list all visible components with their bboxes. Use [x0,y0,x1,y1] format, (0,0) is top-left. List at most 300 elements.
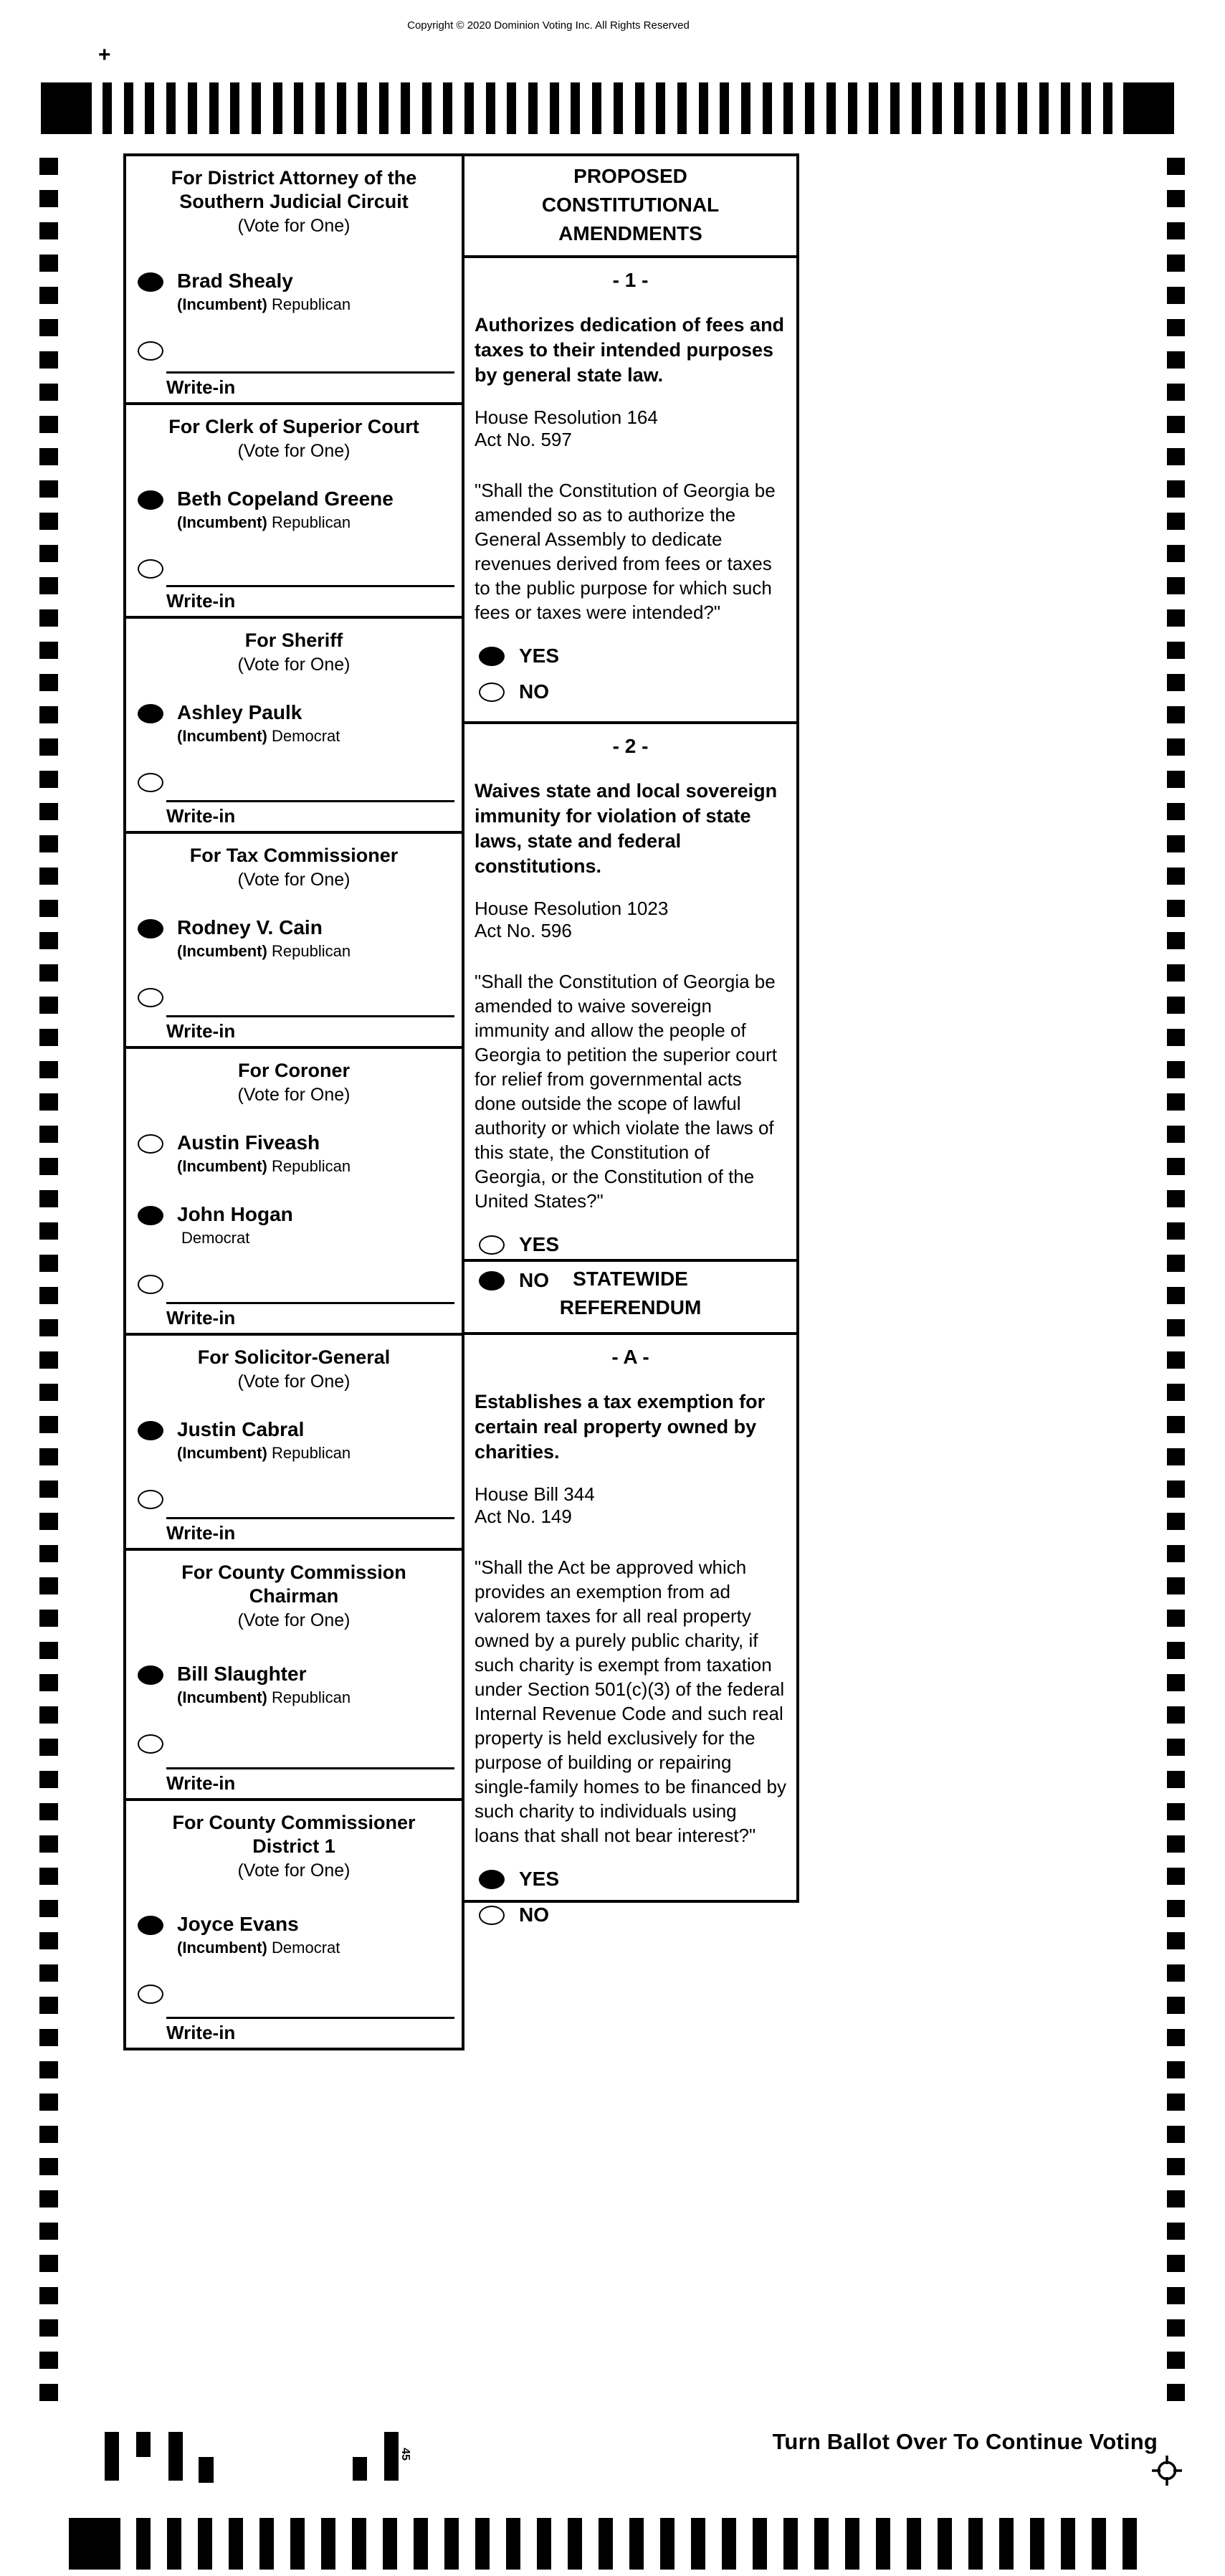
timing-mark [1167,1803,1185,1820]
vote-instruction: (Vote for One) [237,1372,351,1392]
candidate-name: Ashley Paulk [177,701,302,723]
timing-mark [1167,2158,1185,2175]
timing-mark [39,674,58,691]
authority-line: House Resolution 164 [475,407,658,428]
ballot-oval[interactable] [479,647,505,666]
ballot-oval[interactable] [479,1271,505,1291]
contest-title [126,1801,462,1858]
timing-mark [954,82,963,134]
yes-label: YES [519,1233,560,1255]
timing-mark [1167,1222,1185,1240]
incumbent-label: (Incumbent) [177,1157,267,1175]
party-label: Republican [272,295,351,313]
timing-mark [39,609,58,627]
write-in-area[interactable] [166,800,454,827]
candidate-row [138,1913,462,1957]
timing-mark [1167,1577,1185,1594]
candidate-party [177,1157,351,1176]
contest-county-commissioner-district-1 [126,1801,462,2048]
timing-mark [1167,1351,1185,1369]
contest-title-line: For Solicitor-General [197,1346,391,1368]
timing-mark [383,2518,397,2570]
timing-mark [39,1126,58,1143]
measure-summary: Authorizes dedication of fees and taxes to their intended purposes by general state law. [475,314,785,386]
timing-mark [996,82,1006,134]
timing-mark [1167,1545,1185,1562]
timing-mark [1167,900,1185,917]
write-in-area[interactable] [166,1517,454,1544]
incumbent-label: (Incumbent) [177,295,267,313]
barcode-mark [353,2457,367,2481]
timing-mark [1167,2352,1185,2369]
amendment-1 [464,258,796,724]
timing-mark [422,82,432,134]
timing-mark [720,82,729,134]
ballot-oval[interactable] [138,1916,163,1935]
timing-mark [39,1416,58,1433]
timing-mark [443,82,452,134]
candidate-row [138,488,462,532]
timing-mark [1167,319,1185,336]
timing-mark [229,2518,243,2570]
timing-mark [1167,771,1185,788]
timing-mark [259,2518,274,2570]
candidate-row [138,1131,462,1176]
timing-mark [39,1577,58,1594]
timing-mark [39,1481,58,1498]
barcode-mark [168,2432,183,2481]
timing-mark [1167,1739,1185,1756]
contest-title [126,834,462,868]
ballot-oval[interactable] [479,1870,505,1889]
timing-mark [39,222,58,239]
timing-mark [39,577,58,594]
timing-mark [39,2126,58,2143]
timing-mark [1061,82,1070,134]
contest-title-line: For Tax Commissioner [189,845,399,866]
timing-mark [1030,2518,1044,2570]
timing-mark [39,1061,58,1078]
no-choice [479,680,786,703]
timing-mark [39,771,58,788]
timing-mark [938,2518,952,2570]
candidate-party [177,942,351,961]
timing-mark [39,835,58,852]
timing-mark [39,1868,58,1885]
timing-mark [571,82,580,134]
contest-tax-commissioner [126,834,462,1049]
timing-mark [1167,1932,1185,1949]
timing-mark [656,82,665,134]
timing-mark [136,2518,151,2570]
timing-mark [486,82,495,134]
contest-district-attorney [126,156,462,405]
timing-mark [39,803,58,820]
authority-line: House Resolution 1023 [475,898,669,919]
timing-mark [1167,868,1185,885]
measure-question: "Shall the Constitution of Georgia be amended to waive sovereign immunity and allow the people of Georgia to petition the superior court for relief from governmental acts done outside the scope of lawful authority or which violate the laws of this state, the Constitution of Georgia, or the Constitution of the United States?" [475,971,778,1212]
measure-question: "Shall the Act be approved which provides an exemption from ad valorem taxes for all real property owned by a purely public charity, if such charity is exempt from taxation under Section 501(c)(3) of the federal Internal Revenue Code and such real property is held exclusively for the purpose of building or repairing single-family homes to be financed by such charity to individuals using loans that shall not bear interest?" [475,1556,787,1846]
timing-mark [1167,1481,1185,1498]
timing-mark [1167,2255,1185,2272]
timing-mark [39,351,58,369]
timing-mark [1167,545,1185,562]
timing-mark [39,190,58,207]
write-in-area[interactable] [166,1015,454,1042]
timing-mark [845,2518,859,2570]
write-in-oval[interactable] [138,341,163,361]
ballot-oval[interactable] [138,272,163,292]
candidate-party [177,1444,351,1463]
timing-mark [167,2518,181,2570]
write-in-label: Write-in [166,1522,236,1544]
ballot-oval[interactable] [138,704,163,723]
timing-mark [1167,964,1185,982]
timing-mark [1167,1835,1185,1853]
timing-mark [1122,2518,1137,2570]
crosshair-registration-icon [1150,2453,1184,2491]
write-in-oval[interactable] [138,1490,163,1509]
vote-instruction: (Vote for One) [237,1085,351,1105]
timing-mark [39,255,58,272]
timing-mark [145,82,154,134]
party-label: Democrat [272,727,340,745]
timing-mark [1167,287,1185,304]
candidate-name: Austin Fiveash [177,1131,320,1154]
timing-mark [39,416,58,433]
write-in-oval[interactable] [138,559,163,579]
timing-mark [1061,2518,1075,2570]
timing-mark [39,1093,58,1111]
timing-mark [39,1255,58,1272]
barcode-mark [105,2432,119,2481]
write-in-area[interactable] [166,371,454,399]
timing-mark [39,1771,58,1788]
candidate-party [181,1229,293,1247]
timing-mark [677,82,687,134]
write-in-area[interactable] [166,1767,454,1795]
timing-mark [783,2518,798,2570]
timing-mark [198,2518,212,2570]
timing-mark [1167,2190,1185,2207]
timing-mark [869,82,878,134]
ballot-oval[interactable] [138,490,163,510]
timing-mark [39,1351,58,1369]
timing-mark [39,868,58,885]
timing-mark [39,1158,58,1175]
party-label: Republican [272,513,351,531]
timing-mark [741,82,750,134]
ballot-oval[interactable] [138,1206,163,1225]
party-label: Democrat [272,1939,340,1957]
timing-mark [1167,384,1185,401]
ballot-oval[interactable] [138,1134,163,1154]
contest-title [126,1336,462,1369]
timing-mark [39,1319,58,1336]
timing-mark [39,642,58,659]
write-in-oval[interactable] [138,1734,163,1754]
authority-line: House Bill 344 [475,1483,595,1505]
timing-mark [1092,2518,1106,2570]
timing-mark [39,900,58,917]
write-in-area[interactable] [166,585,454,612]
timing-mark [39,2255,58,2272]
timing-mark [39,1190,58,1207]
timing-mark [1167,2384,1185,2401]
timing-mark [39,706,58,723]
timing-mark [1018,82,1027,134]
vote-instruction: (Vote for One) [237,441,351,461]
ballot-oval[interactable] [479,683,505,702]
timing-mark [39,1029,58,1046]
contest-title-line: For Coroner [237,1060,350,1081]
timing-mark [39,1545,58,1562]
contest-title-line: For County Commission [181,1562,406,1583]
timing-mark [39,1448,58,1465]
timing-mark [976,82,985,134]
timing-mark [39,932,58,949]
write-in-label: Write-in [166,1772,236,1794]
contest-column [123,153,464,2050]
contest-title-line: Southern Judicial Circuit [179,191,409,212]
timing-mark [39,1642,58,1659]
candidate-name: Justin Cabral [177,1418,305,1440]
timing-mark [39,1932,58,1949]
contest-title-line: For County Commissioner [172,1812,416,1833]
timing-mark [614,82,623,134]
timing-mark [39,2093,58,2111]
timing-mark [1167,1126,1185,1143]
timing-mark [1167,255,1185,272]
incumbent-label: (Incumbent) [177,513,267,531]
timing-mark [1167,2223,1185,2240]
contest-clerk-superior-court [126,405,462,619]
yes-label: YES [519,645,560,667]
timing-mark [1167,706,1185,723]
candidate-name: John Hogan [177,1203,293,1225]
vote-instruction: (Vote for One) [237,870,351,890]
header-line: REFERENDUM [559,1296,702,1318]
candidate-name: Rodney V. Cain [177,916,323,938]
write-in-oval[interactable] [138,1275,163,1294]
timing-mark [1167,2126,1185,2143]
timing-mark [321,2518,335,2570]
timing-mark [722,2518,736,2570]
incumbent-label: (Incumbent) [177,727,267,745]
timing-mark [1167,416,1185,433]
write-in-label: Write-in [166,1307,236,1329]
timing-mark [39,997,58,1014]
authority-line: Act No. 597 [475,429,572,450]
measures-column [462,153,799,1926]
timing-mark [592,82,601,134]
timing-mark [39,2287,58,2304]
timing-mark [352,2518,366,2570]
timing-mark [876,2518,890,2570]
timing-mark [1082,82,1091,134]
timing-mark [39,1610,58,1627]
measure-question: "Shall the Constitution of Georgia be amended so as to authorize the General Assembly to dedicate revenues derived from fees or taxes to the public purpose for which such fees or taxes were intended?" [475,480,776,623]
timing-mark [39,480,58,498]
candidate-name: Beth Copeland Greene [177,488,394,510]
timing-mark [1167,513,1185,530]
vote-instruction: (Vote for One) [237,216,351,236]
timing-mark [1167,2093,1185,2111]
no-choice [479,1904,786,1926]
timing-mark [401,82,410,134]
contest-coroner [126,1049,462,1336]
party-label: Republican [272,1688,351,1706]
timing-mark [1167,1706,1185,1724]
timing-mark [753,2518,767,2570]
timing-mark [103,82,112,134]
timing-mark [475,2518,490,2570]
timing-mark [39,158,58,175]
timing-mark [39,2158,58,2175]
write-in-oval[interactable] [138,1985,163,2004]
party-label: Republican [272,942,351,960]
timing-mark [635,82,644,134]
timing-mark [39,1835,58,1853]
timing-mark [39,287,58,304]
timing-mark [290,2518,305,2570]
timing-mark [230,82,239,134]
ballot-oval[interactable] [138,1421,163,1440]
timing-mark [890,82,900,134]
timing-mark [39,1674,58,1691]
timing-mark [691,2518,705,2570]
timing-mark [39,2029,58,2046]
ballot-oval[interactable] [479,1906,505,1925]
ballot-oval[interactable] [479,1235,505,1255]
timing-mark [528,82,538,134]
timing-mark [1167,932,1185,949]
timing-mark [805,82,814,134]
timing-mark [826,82,836,134]
timing-mark [294,82,303,134]
party-label: Republican [272,1444,351,1462]
timing-mark [1167,1158,1185,1175]
timing-mark [39,2384,58,2401]
write-in-oval[interactable] [138,773,163,792]
measure-authority [475,1483,786,1528]
barcode-mark [136,2432,151,2457]
timing-mark [629,2518,644,2570]
timing-mark [39,2223,58,2240]
timing-mark [337,82,346,134]
candidate-row [138,916,462,961]
write-in-label: Write-in [166,805,236,827]
candidate-row [138,1663,462,1707]
timing-mark [1167,1287,1185,1304]
timing-mark [1167,1061,1185,1078]
timing-mark [507,82,516,134]
timing-mark [1167,351,1185,369]
write-in-oval[interactable] [138,988,163,1007]
timing-mark [1039,82,1049,134]
contest-title-line: For Sheriff [244,629,343,651]
timing-mark [1167,2061,1185,2078]
yes-choice [479,1233,786,1256]
incumbent-label: (Incumbent) [177,1939,267,1957]
amendments-header [464,156,796,258]
contest-title [126,1551,462,1608]
candidate-name: Brad Shealy [177,270,293,292]
timing-mark [506,2518,520,2570]
timing-mark [39,1513,58,1530]
no-label: NO [519,680,549,703]
candidate-name: Bill Slaughter [177,1663,307,1685]
timing-mark [907,2518,921,2570]
header-line: STATEWIDE [573,1268,688,1290]
timing-mark [1167,1093,1185,1111]
vote-instruction: (Vote for One) [237,655,351,675]
authority-line: Act No. 149 [475,1506,572,1527]
timing-mark [1167,480,1185,498]
timing-mark [1123,82,1174,134]
header-line: PROPOSED [573,165,687,187]
timing-mark [1167,448,1185,465]
timing-mark [783,82,793,134]
timing-mark [39,384,58,401]
header-line: CONSTITUTIONAL [541,194,720,216]
candidate-party [177,727,340,746]
ballot-sequence-number: 45 [399,2448,411,2461]
timing-mark [537,2518,551,2570]
timing-mark [1167,1513,1185,1530]
contest-solicitor-general [126,1336,462,1551]
timing-mark [1167,222,1185,239]
measure-summary: Waives state and local sovereign immunity for violation of state laws, state and federal constitutions. [475,780,778,877]
write-in-area[interactable] [166,1302,454,1329]
ballot-oval[interactable] [138,919,163,938]
timing-mark [39,1739,58,1756]
no-label: NO [519,1269,549,1291]
timing-mark [550,82,559,134]
contest-county-commission-chairman [126,1551,462,1801]
no-choice [479,1269,786,1292]
timing-mark [968,2518,983,2570]
timing-mark [39,319,58,336]
timing-mark [414,2518,428,2570]
no-label: NO [519,1904,549,1926]
timing-mark [39,1964,58,1982]
timing-mark [1103,82,1112,134]
measure-summary: Establishes a tax exemption for certain real property owned by charities. [475,1391,766,1463]
timing-mark [39,513,58,530]
timing-mark [124,82,133,134]
contest-title-line: District 1 [252,1835,335,1857]
timing-mark [1167,642,1185,659]
ballot-oval[interactable] [138,1665,163,1685]
timing-mark [1167,577,1185,594]
timing-mark [39,1222,58,1240]
timing-mark [1167,1771,1185,1788]
timing-mark [39,1706,58,1724]
measure-number: - A - [611,1346,649,1368]
plus-registration-mark: + [98,43,111,67]
party-label: Democrat [181,1229,250,1247]
timing-mark [1167,190,1185,207]
incumbent-label: (Incumbent) [177,1444,267,1462]
timing-mark [39,1384,58,1401]
incumbent-label: (Incumbent) [177,1688,267,1706]
authority-line: Act No. 596 [475,920,572,941]
timing-mark [1167,1900,1185,1917]
timing-mark [1167,609,1185,627]
timing-mark [252,82,261,134]
write-in-area[interactable] [166,2017,454,2044]
